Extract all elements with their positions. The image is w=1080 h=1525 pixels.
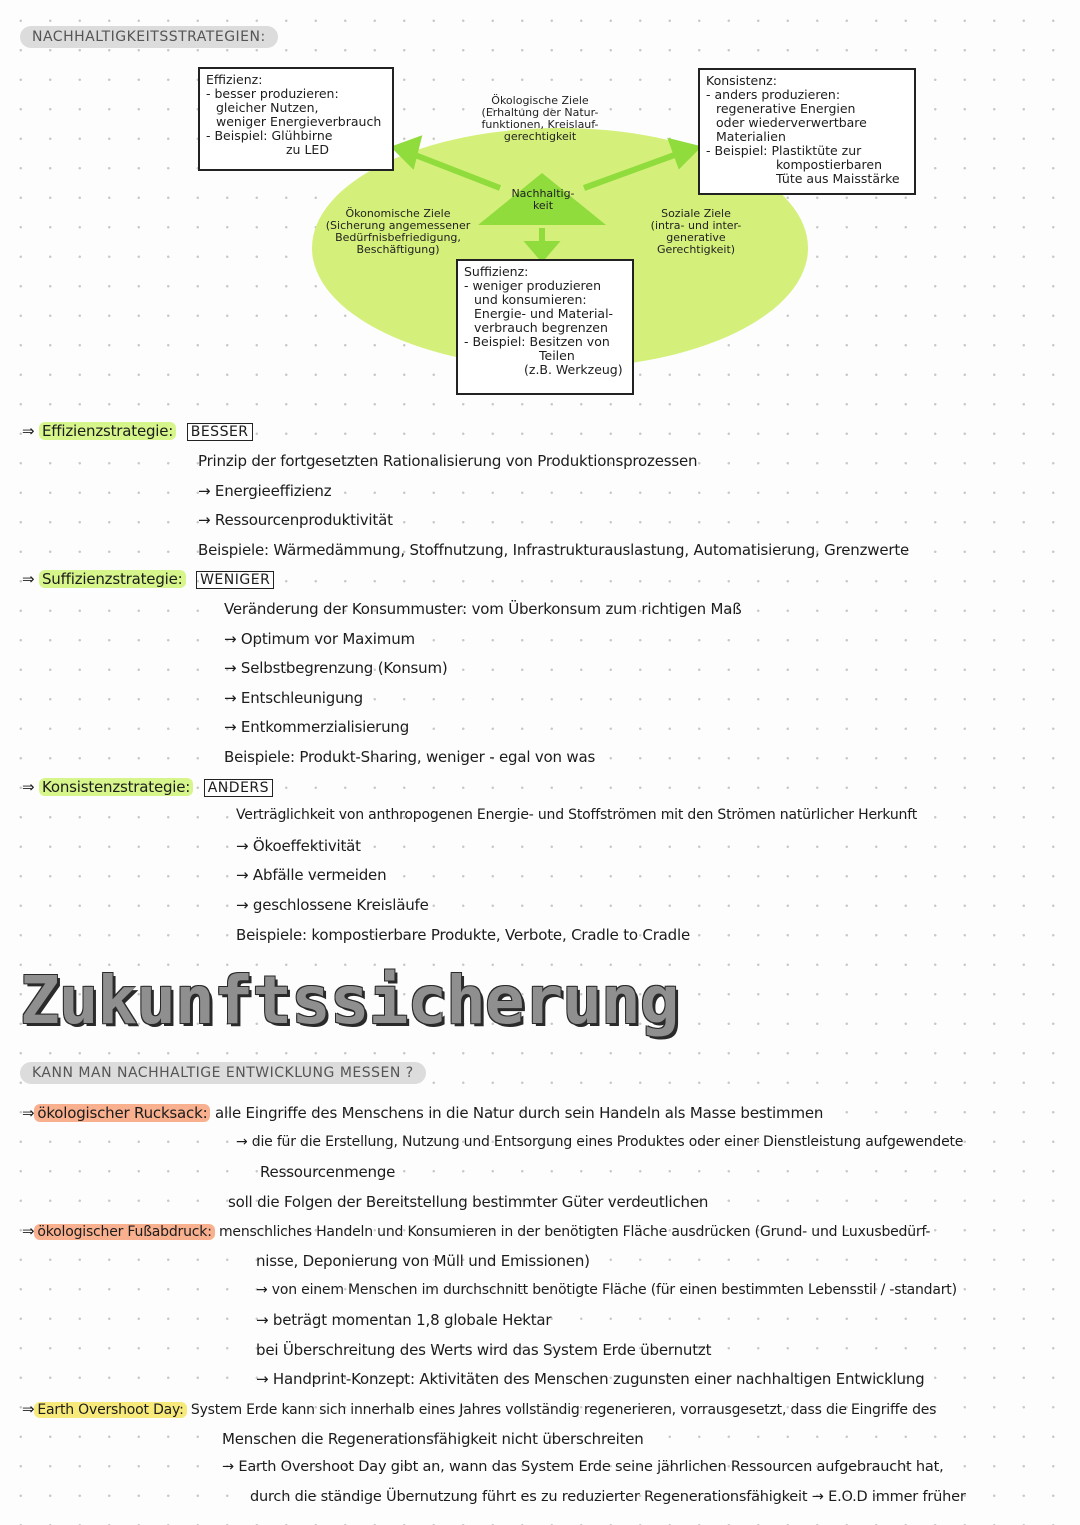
effizienz-heading: ⇒ Effizienzstrategie: BESSER bbox=[22, 422, 253, 440]
konsistenz-box: Konsistenz: - anders produzieren: regenerative Energien oder wiederverwertbare Materialien - Beispiel: Plastiktüte zur kompostierbaren Tüte aus Maisstärke bbox=[698, 68, 916, 195]
suffizienz-line-5: → Entkommerzialisierung bbox=[224, 718, 410, 736]
konsistenz-line-3: → Abfälle vermeiden bbox=[236, 866, 387, 884]
oekonomische-ziele-label: Ökonomische Ziele (Sicherung angemessener Bedürfnisbefriedigung, Beschäftigung) bbox=[325, 207, 471, 256]
overshoot-line-2: Menschen die Regenerationsfähigkeit nicht überschreiten bbox=[222, 1430, 644, 1448]
suffizienz-line-4: → Entschleunigung bbox=[224, 689, 364, 707]
fussabdruck-line-1: menschliches Handeln und Konsumieren in der benötigten Fläche ausdrücken (Grund- und Luxusbedürf- bbox=[218, 1224, 931, 1240]
konsistenz-line-1: Verträglichkeit von anthropogenen Energie- und Stoffströmen mit den Strömen natürlicher Herkunft bbox=[236, 807, 918, 823]
zukunftssicherung-title: Zukunftssicherung bbox=[20, 962, 679, 1039]
fussabdruck-line-2: nisse, Deponierung von Müll und Emissionen) bbox=[256, 1252, 590, 1270]
effizienz-line-3: → Ressourcenproduktivität bbox=[198, 511, 393, 529]
overshoot-title: Earth Overshoot Day: bbox=[34, 1402, 186, 1418]
rucksack-line-3: Ressourcenmenge bbox=[260, 1163, 396, 1181]
rucksack-title: ökologischer Rucksack: bbox=[34, 1104, 210, 1122]
konsistenz-line-5: Beispiele: kompostierbare Produkte, Verbote, Cradle to Cradle bbox=[236, 926, 690, 944]
fussabdruck-line-5: bei Überschreitung des Werts wird das System Erde übernutzt bbox=[256, 1341, 712, 1359]
suffizienz-title: Suffizienzstrategie: bbox=[39, 570, 186, 588]
effizienz-line-4: Beispiele: Wärmedämmung, Stoffnutzung, Infrastrukturauslastung, Automatisierung, Grenzwerte bbox=[198, 541, 910, 559]
oekologische-ziele-label: Ökologische Ziele (Erhaltung der Natur- funktionen, Kreislauf- gerechtigkeit bbox=[481, 94, 599, 143]
fussabdruck-title: ökologischer Fußabdruck: bbox=[34, 1224, 214, 1240]
effizienz-line-2: → Energieeffizienz bbox=[198, 482, 332, 500]
konsistenz-title: Konsistenzstrategie: bbox=[39, 778, 193, 796]
measure-question-pill: KANN MAN NACHHALTIGE ENTWICKLUNG MESSEN ? bbox=[20, 1062, 426, 1084]
effizienz-line-1: Prinzip der fortgesetzten Rationalisierung von Produktionsprozessen bbox=[198, 452, 698, 470]
overshoot-heading: ⇒ Earth Overshoot Day: System Erde kann sich innerhalb eines Jahres vollständig regenerieren, vorrausgesetzt, dass die Eingriffe des bbox=[22, 1400, 937, 1418]
konsistenz-line-2: → Ökoeffektivität bbox=[236, 837, 361, 855]
suffizienz-box: Suffizienz: - weniger produzieren und konsumieren: Energie- und Material- verbrauch begrenzen - Beispiel: Besitzen von Teilen (z.B. Werkzeug) bbox=[456, 259, 634, 395]
fussabdruck-line-6: → Handprint-Konzept: Aktivitäten des Menschen zugunsten einer nachhaltigen Entwicklung bbox=[256, 1370, 925, 1388]
suffizienz-heading: ⇒ Suffizienzstrategie: WENIGER bbox=[22, 570, 274, 588]
rucksack-line-1: alle Eingriffe des Menschens in die Natur durch sein Handeln als Masse bestimmen bbox=[215, 1104, 824, 1122]
soziale-ziele-label: Soziale Ziele (intra- und inter- generative Gerechtigkeit) bbox=[650, 207, 742, 256]
overshoot-line-1: System Erde kann sich innerhalb eines Jahres vollständig regenerieren, vorrausgesetzt, dass die Eingriffe des bbox=[190, 1402, 937, 1418]
rucksack-heading: ⇒ ökologischer Rucksack: alle Eingriffe des Menschens in die Natur durch sein Handeln als Masse bestimmen bbox=[22, 1104, 824, 1122]
rucksack-line-4: soll die Folgen der Bereitstellung bestimmter Güter verdeutlichen bbox=[228, 1193, 709, 1211]
fussabdruck-heading: ⇒ ökologischer Fußabdruck: menschliches Handeln und Konsumieren in der benötigten Fläche ausdrücken (Grund- und Luxusbedürf- bbox=[22, 1222, 931, 1240]
anders-tag: ANDERS bbox=[204, 779, 273, 797]
rucksack-line-2: → die für die Erstellung, Nutzung und Entsorgung eines Produktes oder einer Dienstleistung aufgewendete bbox=[236, 1134, 964, 1150]
triangle-label: Nachhaltig- keit bbox=[511, 187, 575, 212]
fussabdruck-line-3: → von einem Menschen im durchschnitt benötigte Fläche (für einen bestimmten Lebensstil / -standart) bbox=[256, 1282, 957, 1298]
weniger-tag: WENIGER bbox=[196, 571, 274, 589]
fussabdruck-line-4: → beträgt momentan 1,8 globale Hektar bbox=[256, 1311, 552, 1329]
suffizienz-line-1: Veränderung der Konsummuster: vom Überkonsum zum richtigen Maß bbox=[224, 600, 742, 618]
effizienz-title: Effizienzstrategie: bbox=[39, 422, 176, 440]
konsistenz-line-4: → geschlossene Kreisläufe bbox=[236, 896, 429, 914]
effizienz-box: Effizienz: - besser produzieren: gleicher Nutzen, weniger Energieverbrauch - Beispiel: Glühbirne zu LED bbox=[198, 67, 394, 171]
section-header-pill: NACHHALTIGKEITSSTRATEGIEN: bbox=[20, 26, 278, 48]
konsistenz-heading: ⇒ Konsistenzstrategie: ANDERS bbox=[22, 778, 273, 796]
overshoot-line-3: → Earth Overshoot Day gibt an, wann das System Erde seine jährlichen Ressourcen aufgebraucht hat, bbox=[222, 1459, 944, 1475]
suffizienz-line-3: → Selbstbegrenzung (Konsum) bbox=[224, 659, 448, 677]
suffizienz-line-2: → Optimum vor Maximum bbox=[224, 630, 415, 648]
overshoot-line-4: durch die ständige Übernutzung führt es zu reduzierter Regenerationsfähigkeit → E.O.D immer früher bbox=[250, 1489, 966, 1505]
suffizienz-line-6: Beispiele: Produkt-Sharing, weniger - egal von was bbox=[224, 748, 596, 766]
besser-tag: BESSER bbox=[187, 423, 253, 441]
